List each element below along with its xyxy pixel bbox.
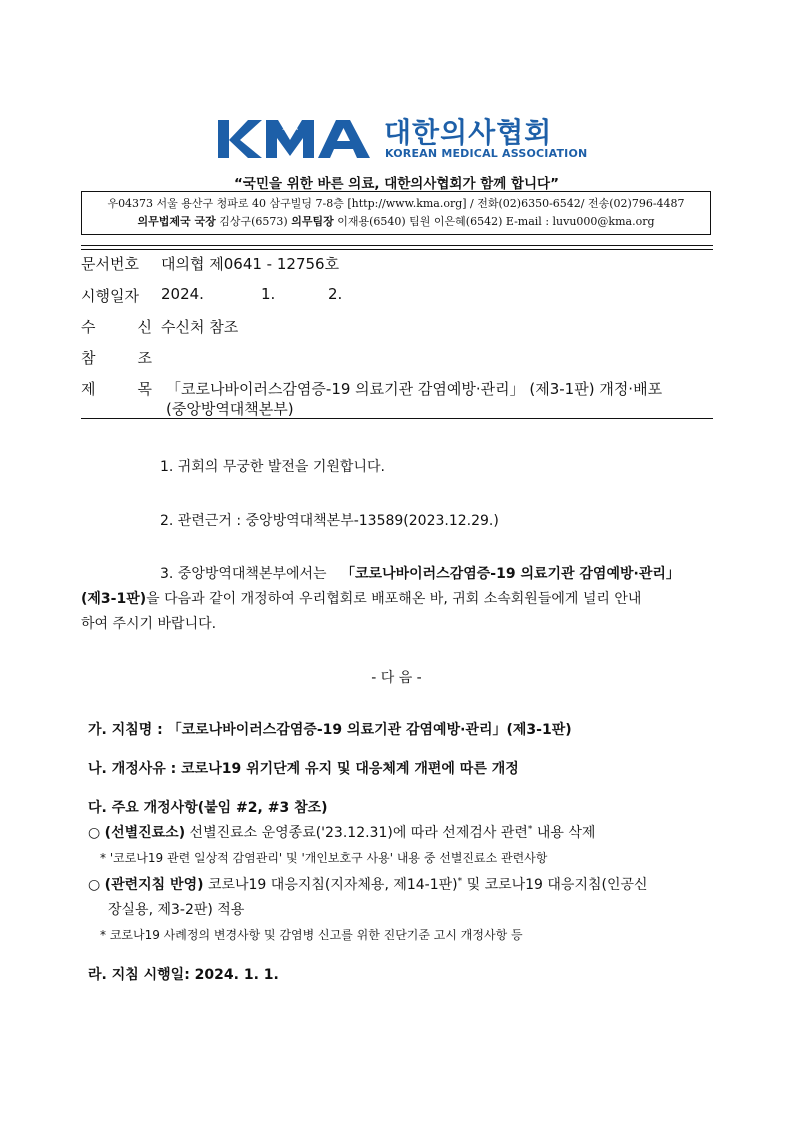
director-label: 의무법제국 국장 [137, 215, 216, 228]
doc-number-label: 문서번호 [81, 255, 139, 273]
item-na-revision-reason: 나. 개정사유 : 코로나19 위기단계 유지 및 대응체계 개편에 따른 개정 [88, 761, 519, 777]
change-item-2-tail: 및 코로나19 대응지침(인공신 [466, 877, 648, 893]
subject-label-b: 목 [137, 380, 152, 398]
change-item-1-tail: 내용 삭제 [536, 825, 596, 841]
header-divider [81, 245, 713, 250]
director-name: 김상구(6573) [219, 215, 288, 228]
recipient: 수신처 참조 [161, 318, 239, 336]
change-item-1-note: * '코로나19 관련 일상적 감염관리' 및 '개인보호구 사용' 내용 중 선별진료소 관련사항 [100, 851, 548, 865]
kma-logo-mark [216, 118, 376, 160]
contact-address: 우04373 서울 용산구 청파로 40 삼구빌딩 7-8층 [http://www.kma.org] / 전화(02)6350-6542/ 전송(02)796-4487 [107, 197, 685, 210]
logo-letter-k-arm [229, 120, 262, 158]
paragraph-2: 2. 관련근거 : 중앙방역대책본부-13589(2023.12.29.) [160, 513, 499, 529]
change-item-1-text: 선별진료소 운영종료('23.12.31)에 따라 선제검사 관련 [189, 825, 528, 841]
change-item-2-line-2: 장실용, 제3-2판) 적용 [108, 902, 245, 918]
item-da-key-changes: 다. 주요 개정사항(붙임 #2, #3 참조) [88, 800, 328, 816]
item-ra-effective-date: 라. 지침 시행일: 2024. 1. 1. [88, 967, 279, 983]
change-item-1-title: (선별진료소) [104, 825, 186, 841]
p3-guideline-title: 「코로나바이러스감염증-19 의료기관 감염예방·관리」 [341, 566, 680, 582]
change-item-2-text: 코로나19 대응지침(지자체용, 제14-1판) [207, 877, 458, 893]
recipient-label-a: 수 [81, 318, 96, 336]
team-label: 의무팀장 [291, 215, 334, 228]
item-ga-guideline-name: 가. 지침명 : 「코로나바이러스감염증-19 의료기관 감염예방·관리」(제3-1판) [88, 722, 572, 738]
change-item-2-sup: * [457, 876, 463, 887]
circle-bullet-icon: ○ [88, 825, 101, 841]
kma-logo [216, 116, 588, 160]
date-month: 1. [261, 285, 276, 303]
date-label: 시행일자 [81, 287, 139, 305]
team-contact: 이재용(6540) 팀원 이은혜(6542) E-mail : luvu000@kma.org [337, 215, 655, 228]
change-item-1 [88, 822, 595, 842]
p3-edition: (제3-1판) [81, 591, 147, 607]
contact-box [81, 191, 711, 235]
slogan: “국민을 위한 바른 의료, 대한의사협회가 함께 합니다” [234, 176, 559, 192]
paragraph-3-line-2 [81, 588, 641, 608]
change-item-2-note: * 코로나19 사례정의 변경사항 및 감염병 신고를 위한 진단기준 고시 개정사항 등 [100, 928, 523, 942]
date-day: 2. [328, 285, 343, 303]
meta-divider [81, 418, 713, 419]
recipient-label [81, 316, 152, 337]
change-item-2-title: (관련지침 반영) [104, 877, 204, 893]
subject-label-a: 제 [81, 380, 96, 398]
change-item-1-sup: * [527, 824, 533, 835]
reference-label-a: 참 [81, 349, 96, 367]
separator-heading: - 다 음 - [371, 670, 422, 686]
reference-label [81, 347, 152, 368]
p3-prefix: 3. 중앙방역대책본부에서는 [160, 566, 327, 582]
doc-number: 대의협 제0641 - 12756호 [161, 255, 340, 273]
paragraph-3-line-1 [160, 563, 680, 583]
logo-caduceus [282, 126, 298, 131]
date-year: 2024. [161, 285, 204, 303]
logo-letter-k-stem [218, 120, 229, 158]
subject-line-2: (중앙방역대책본부) [166, 400, 294, 418]
paragraph-1: 1. 귀회의 무궁한 발전을 기원합니다. [160, 459, 385, 475]
change-item-2 [88, 874, 648, 894]
subject-label [81, 378, 152, 399]
subject-line-1: 「코로나바이러스감염증-19 의료기관 감염예방·관리」 (제3-1판) 개정·배포 [166, 380, 663, 398]
logo-english-name: KOREAN MEDICAL ASSOCIATION [385, 147, 588, 160]
p3-line2-rest: 을 다음과 같이 개정하여 우리협회로 배포해온 바, 귀회 소속회원들에게 널리 안내 [146, 591, 642, 607]
circle-bullet-icon: ○ [88, 877, 101, 893]
logo-korean-name: 대한의사협회 [384, 116, 553, 149]
reference-label-b: 조 [137, 349, 152, 367]
contact-people [82, 213, 710, 231]
paragraph-3-line-3: 하여 주시기 바랍니다. [81, 616, 217, 632]
recipient-label-b: 신 [137, 318, 152, 336]
